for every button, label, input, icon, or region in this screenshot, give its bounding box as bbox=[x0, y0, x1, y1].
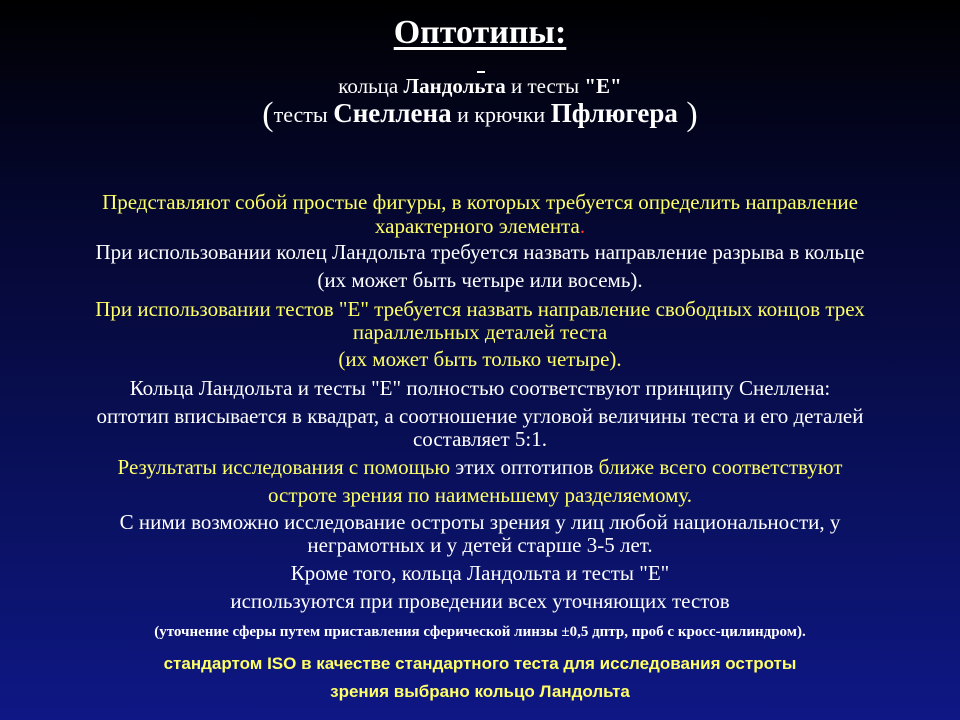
p4-line-2: оптотип вписывается в квадрат, а соотношение угловой величины теста и его деталей bbox=[96, 404, 864, 428]
p9-line-1: стандартом ISO в качестве стандартного теста для исследования остроты bbox=[163, 654, 797, 673]
p2-line-1: При использовании колец Ландольта требуется назвать направление разрыва в кольце bbox=[95, 240, 865, 264]
subtitle1-part-c: и тесты bbox=[505, 74, 585, 98]
p1-line-2-text: характерного элемента bbox=[374, 214, 580, 238]
decorative-mark bbox=[477, 71, 485, 73]
subtitle2-part-a: тесты bbox=[273, 102, 334, 127]
subtitle1-landolt: Ландольта bbox=[403, 74, 506, 98]
p8-note: (уточнение сферы путем приставления сферической линзы ±0,5 дптр, проб с кросс-цилиндром). bbox=[154, 624, 806, 640]
p5-part-a: Результаты исследования с помощью bbox=[117, 455, 451, 479]
subtitle2-pfluger: Пфлюгера bbox=[550, 98, 678, 128]
p7-line-1: Кроме того, кольца Ландольта и тесты "Е" bbox=[290, 561, 670, 585]
p3-line-1: При использовании тестов "Е" требуется назвать направление свободных концов трех bbox=[95, 297, 865, 321]
subtitle2-open-paren: ( bbox=[262, 96, 274, 133]
p6-line-1: С ними возможно исследование остроты зрения у лиц любой национальности, у bbox=[119, 510, 841, 534]
p5-part-b: этих оптотипов bbox=[450, 455, 599, 479]
p5-line-2: остроте зрения по наименьшему разделяемому. bbox=[267, 483, 693, 507]
p3-line-2: параллельных деталей теста bbox=[352, 320, 608, 344]
p4-line-1: Кольца Ландольта и тесты "Е" полностью соответствуют принципу Снеллена: bbox=[129, 376, 831, 400]
p9-line-2: зрения выбрано кольцо Ландольта bbox=[330, 682, 630, 701]
slide-title: Оптотипы: bbox=[393, 14, 567, 51]
subtitle2-part-c: и крючки bbox=[451, 102, 551, 127]
p1-line-2 bbox=[0, 214, 960, 238]
p5-part-c: ближе всего соответствуют bbox=[598, 455, 843, 479]
p6-line-2: неграмотных и у детей старше 3-5 лет. bbox=[307, 533, 653, 557]
subtitle-line-2 bbox=[0, 96, 960, 134]
subtitle1-part-a: кольца bbox=[338, 74, 404, 98]
p2-line-2: (их может быть четыре или восемь). bbox=[317, 268, 643, 292]
p1-red-dot: . bbox=[579, 214, 586, 238]
p4-line-3: составляет 5:1. bbox=[412, 427, 548, 451]
p1-line-1: Представляют собой простые фигуры, в которых требуется определить направление bbox=[102, 190, 858, 214]
subtitle1-e-test: "Е" bbox=[584, 74, 622, 98]
subtitle2-snellen: Снеллена bbox=[333, 98, 452, 128]
p7-line-2: используются при проведении всех уточняющих тестов bbox=[230, 589, 730, 613]
p3-line-3: (их может быть только четыре). bbox=[338, 347, 622, 371]
p5-line-1 bbox=[0, 455, 960, 479]
subtitle2-close-paren: ) bbox=[677, 96, 698, 133]
